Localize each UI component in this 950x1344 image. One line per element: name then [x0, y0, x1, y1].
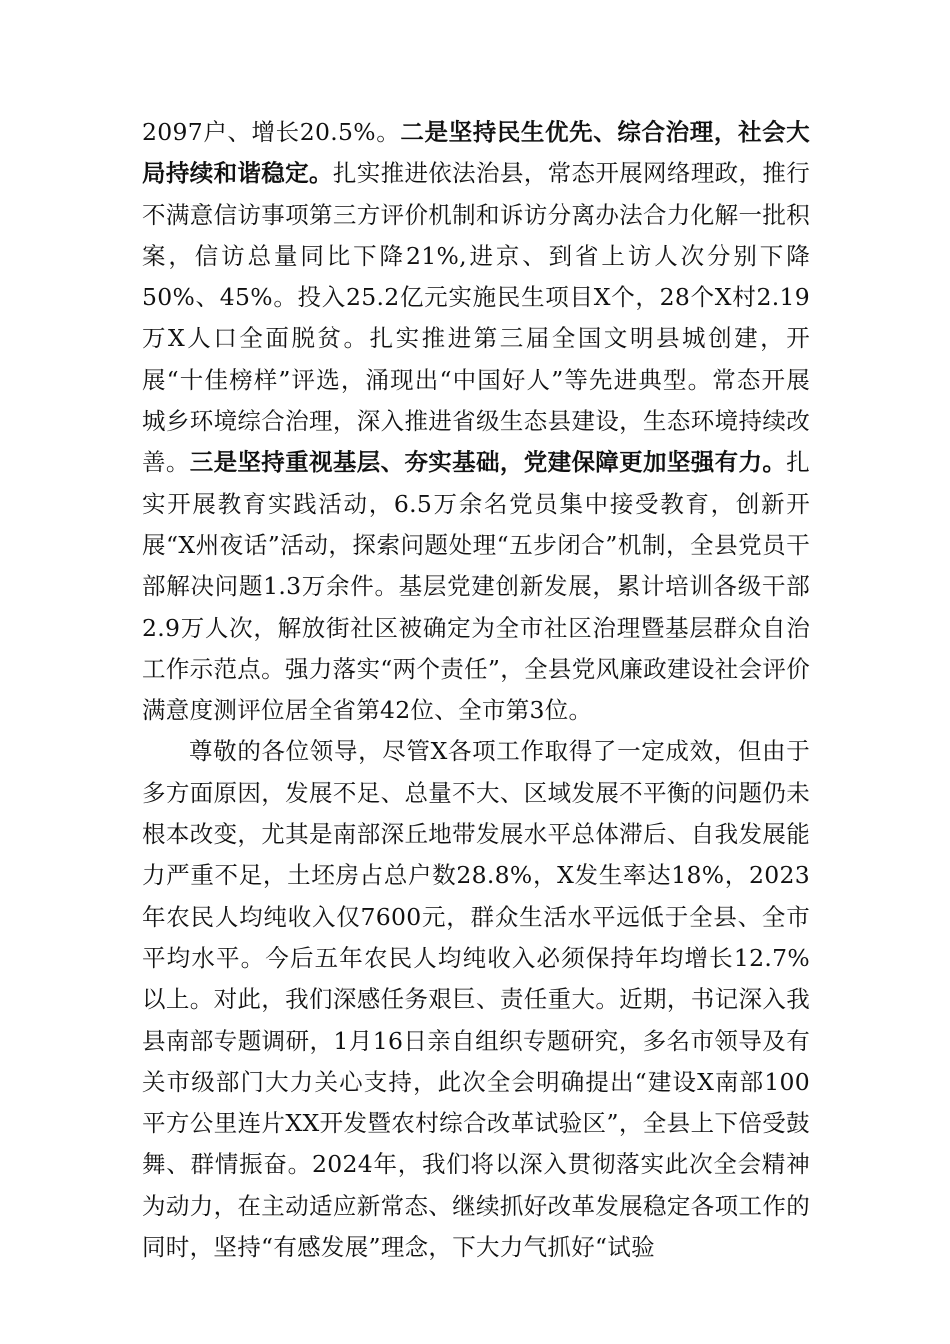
paragraph-challenges: 尊敬的各位领导，尽管X各项工作取得了一定成效，但由于多方面原因，发展不足、总量不大、区域发展不平衡的问题仍未根本改变，尤其是南部深丘地带发展水平总体滞后、自我发展能力严重不足，土坯房占总户数28.8%，X发生率达18%，2023年农民人均纯收入仅7600元，群众生活水平远低于全县、全市平均水平。今后五年农民人均纯收入必须保持年均增长12.7%以上。对此，我们深感任务艰巨、责任重大。近期，书记深入我县南部专题调研，1月16日亲自组织专题研究，多名市领导及有关市级部门大力关心支持，此次全会明确提出“建设X南部100平方公里连片XX开发暨农村综合改革试验区”，全县上下倍受鼓舞、群情振奋。2024年，我们将以深入贯彻落实此次全会精神为动力，在主动适应新常态、继续抓好改革发展稳定各项工作的同时，坚持“有感发展”理念，下大力气抓好“试验 [142, 737, 810, 1262]
paragraph-achievements [142, 112, 810, 731]
heading-point-three: 三是坚持重视基层、夯实基础，党建保障更加坚强有力。 [189, 448, 787, 477]
document-page [142, 112, 810, 1268]
paragraph-1-segment-1: 2097户、增长20.5%。 [142, 118, 401, 146]
heading-point-two: 二是坚持民生优先、综合治理，社会大局持续和谐稳定。 [142, 118, 810, 188]
paragraph-1-segment-5: 扎实开展教育实践活动，6.5万余名党员集中接受教育，创新开展“X州夜话”活动，探索问题处理“五步闭合”机制，全县党员干部解决问题1.3万余件。基层党建创新发展，累计培训各级干部2.9万人次，解放街社区被确定为全市社区治理暨基层群众自治工作示范点。强力落实“两个责任”，全县党风廉政建设社会评价满意度测评位居全省第42位、全市第3位。 [142, 448, 810, 725]
paragraph-1-segment-3: 扎实推进依法治县，常态开展网络理政，推行不满意信访事项第三方评价机制和诉访分离办法合力化解一批积案，信访总量同比下降21%,进京、到省上访人次分别下降50%、45%。投入25.2亿元实施民生项目X个，28个X村2.19万X人口全面脱贫。扎实推进第三届全国文明县城创建，开展“十佳榜样”评选，涌现出“中国好人”等先进典型。常态开展城乡环境综合治理，深入推进省级生态县建设，生态环境持续改善。 [142, 159, 810, 477]
